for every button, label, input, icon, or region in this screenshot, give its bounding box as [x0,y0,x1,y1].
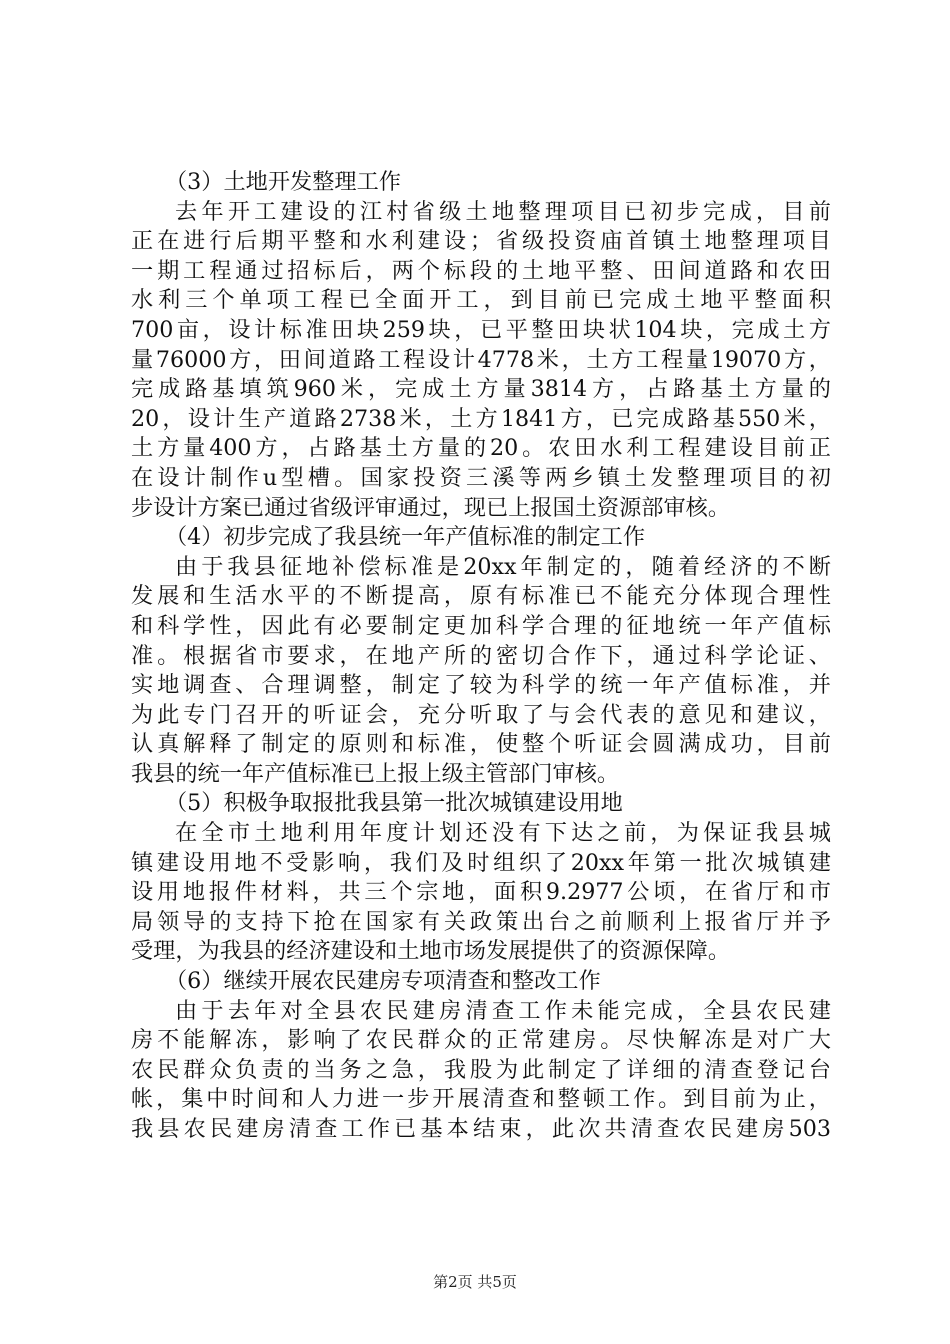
paragraph-line: 我县农民建房清查工作已基本结束，此次共清查农民建房503 [131,1116,831,1142]
paragraph-line: 在全市土地利用年度计划还没有下达之前，为保证我县城 [175,820,831,847]
paragraph-line: 我县的统一年产值标准已上报上级主管部门审核。 [131,760,620,787]
paragraph-line: 镇建设用地不受影响，我们及时组织了20xx年第一批次城镇建 [131,849,831,876]
paragraph-line: 步设计方案已通过省级评审通过，现已上报国土资源部审核。 [131,494,731,521]
paragraph-line: 设用地报件材料，共三个宗地，面积9.2977公顷，在省厅和市 [131,879,831,906]
paragraph-line: 去年开工建设的江村省级土地整理项目已初步完成，目前 [175,198,831,225]
paragraph-line: 房不能解冻，影响了农民群众的正常建房。尽快解冻是对广大 [131,1027,831,1054]
paragraph-line: 和科学性，因此有必要制定更加科学合理的征地统一年产值标 [131,612,831,639]
paragraph-line: 水利三个单项工程已全面开工，到目前已完成土地平整面积 [131,287,831,314]
paragraph-line: 完成路基填筑960米，完成土方量3814方，占路基土方量的 [131,376,831,403]
paragraph-line: 在设计制作u型槽。国家投资三溪等两乡镇土发整理项目的初 [131,464,831,491]
paragraph-line: 正在进行后期平整和水利建设；省级投资庙首镇土地整理项目 [131,228,831,255]
paragraph-line: 由于去年对全县农民建房清查工作未能完成，全县农民建 [175,997,831,1024]
paragraph-line: 为此专门召开的听证会，充分听取了与会代表的意见和建议， [131,701,831,728]
section-heading: （4）初步完成了我县统一年产值标准的制定工作 [165,524,646,551]
page-footer: 第2页 共5页 [433,1273,517,1291]
paragraph-line: 实地调查、合理调整，制定了较为科学的统一年产值标准，并 [131,672,831,699]
section-heading: （3）土地开发整理工作 [165,169,401,195]
paragraph-line: 发展和生活水平的不断提高，原有标准已不能充分体现合理性 [131,583,831,610]
paragraph-line: 土方量400方，占路基土方量的20。农田水利工程建设目前正 [131,435,831,462]
section-heading: （6）继续开展农民建房专项清查和整改工作 [165,968,601,995]
paragraph-line: 受理，为我县的经济建设和土地市场发展提供了的资源保障。 [131,938,731,965]
document-body [131,168,831,1145]
paragraph-line: 由于我县征地补偿标准是20xx年制定的，随着经济的不断 [175,553,831,580]
paragraph-line: 20，设计生产道路2738米，土方1841方，已完成路基550米， [131,405,831,432]
paragraph-line: 农民群众负责的当务之急，我股为此制定了详细的清查登记台 [131,1056,831,1083]
paragraph-line: 量76000方，田间道路工程设计4778米，土方工程量19070方， [131,346,831,373]
paragraph-line: 一期工程通过招标后，两个标段的土地平整、田间道路和农田 [131,257,831,284]
paragraph-line: 帐，集中时间和人力进一步开展清查和整顿工作。到目前为止， [131,1086,831,1113]
paragraph-line: 700亩，设计标准田块259块，已平整田块状104块，完成土方 [131,316,831,343]
section-heading: （5）积极争取报批我县第一批次城镇建设用地 [165,790,623,817]
paragraph-line: 局领导的支持下抢在国家有关政策出台之前顺利上报省厅并予 [131,908,831,935]
paragraph-line: 认真解释了制定的原则和标准，使整个听证会圆满成功，目前 [131,731,831,758]
paragraph-line: 准。根据省市要求，在地产所的密切合作下，通过科学论证、 [131,642,831,669]
